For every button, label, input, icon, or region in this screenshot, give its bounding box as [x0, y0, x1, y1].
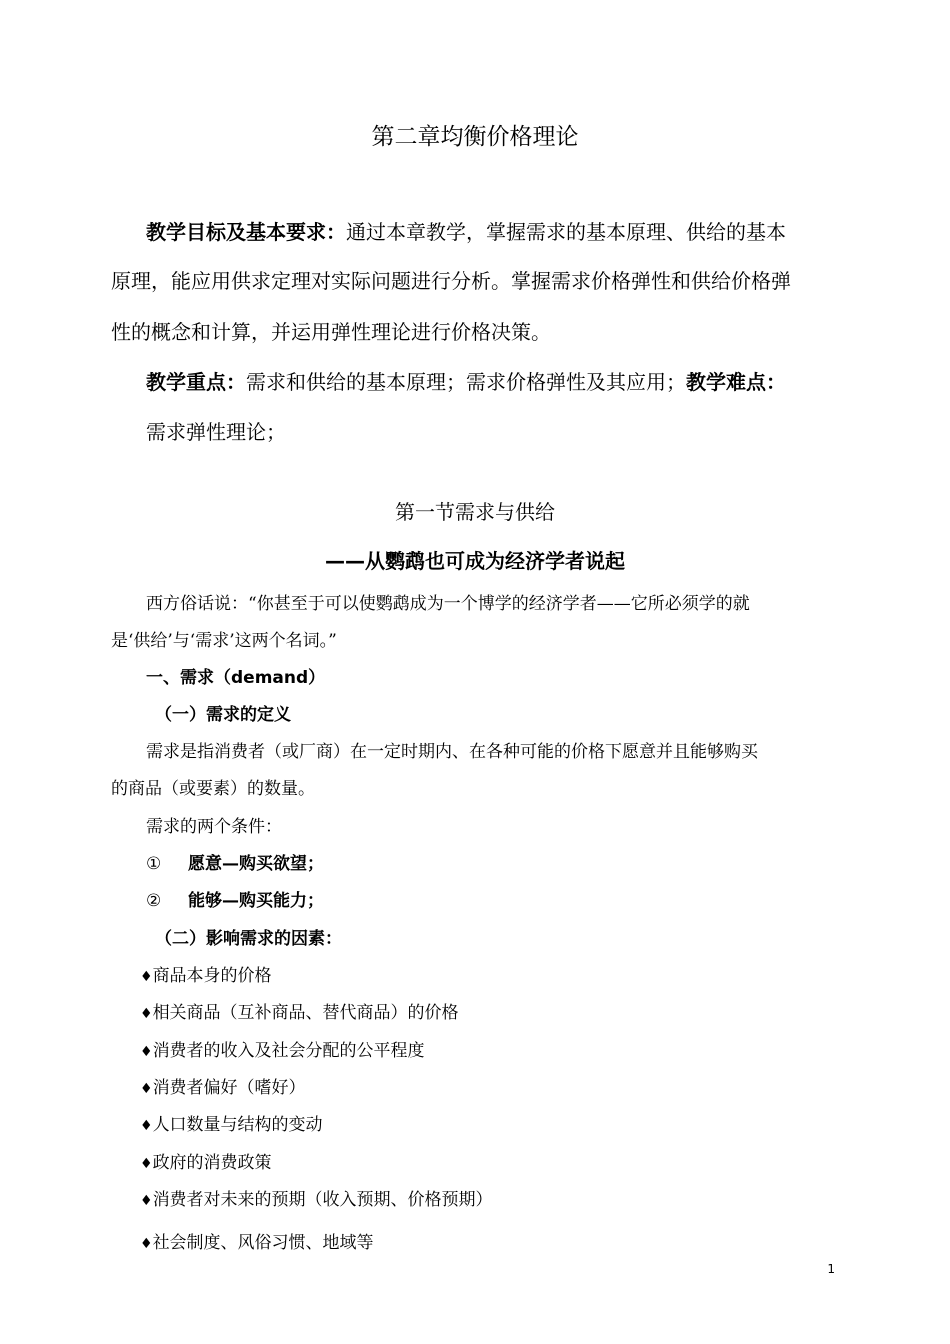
factor-item [140, 1073, 306, 1098]
diamond-bullet-icon: ♦ [140, 1006, 153, 1022]
factor-text: 消费者对未来的预期（收入预期、价格预期） [152, 1190, 493, 1210]
factor-item [140, 998, 459, 1023]
focus-text: 需求和供给的基本原理；需求价格弹性及其应用； [246, 370, 686, 394]
subheading-definition: （一）需求的定义 [155, 705, 291, 725]
factor-text: 商品本身的价格 [152, 966, 272, 986]
conditions-intro: 需求的两个条件： [146, 817, 282, 837]
factor-item [140, 1228, 374, 1253]
section-title: 第一节需求与供给 [395, 500, 555, 524]
proverb-line-1: 西方俗话说：“你甚至于可以使鹦鹉成为一个博学的经济学者——它所必须学的就 [146, 594, 750, 614]
factor-item [140, 1148, 272, 1173]
diamond-bullet-icon: ♦ [140, 969, 153, 985]
subheading-factors: （二）影响需求的因素： [155, 929, 342, 949]
condition-text: 能够—购买能力； [188, 891, 324, 911]
objectives-line-1 [146, 216, 786, 245]
factor-text: 消费者偏好（嗜好） [152, 1078, 306, 1098]
objectives-text-1: 通过本章教学，掌握需求的基本原理、供给的基本 [346, 220, 786, 244]
objectives-label: 教学目标及基本要求： [146, 220, 346, 244]
diamond-bullet-icon: ♦ [140, 1193, 153, 1209]
section-subtitle: ——从鹦鹉也可成为经济学者说起 [325, 549, 625, 573]
heading-demand: 一、需求（demand） [146, 668, 326, 688]
factor-text: 消费者的收入及社会分配的公平程度 [152, 1041, 425, 1061]
factor-item [140, 1185, 493, 1210]
focus-line [146, 366, 786, 395]
objectives-line-3: 性的概念和计算，并运用弹性理论进行价格决策。 [111, 320, 551, 344]
circled-number: ① [146, 854, 162, 874]
circled-number: ② [146, 891, 162, 911]
diamond-bullet-icon: ♦ [140, 1044, 153, 1060]
factor-text: 人口数量与结构的变动 [152, 1115, 323, 1135]
difficulty-label: 教学难点： [686, 370, 786, 394]
definition-line-1: 需求是指消费者（或厂商）在一定时期内、在各种可能的价格下愿意并且能够购买 [146, 742, 758, 762]
condition-item [146, 849, 324, 874]
factor-text: 相关商品（互补商品、替代商品）的价格 [152, 1003, 459, 1023]
diamond-bullet-icon: ♦ [140, 1081, 153, 1097]
factor-item [140, 1036, 425, 1061]
chapter-title: 第二章均衡价格理论 [371, 124, 579, 150]
focus-label: 教学重点： [146, 370, 246, 394]
objectives-line-2: 原理，能应用供求定理对实际问题进行分析。掌握需求价格弹性和供给价格弹 [111, 269, 791, 293]
factor-text: 社会制度、风俗习惯、地域等 [152, 1233, 374, 1253]
factor-item [140, 1110, 323, 1135]
difficulty-text: 需求弹性理论； [146, 420, 286, 444]
diamond-bullet-icon: ♦ [140, 1118, 153, 1134]
diamond-bullet-icon: ♦ [140, 1236, 153, 1252]
condition-item [146, 886, 324, 911]
definition-line-2: 的商品（或要素）的数量。 [111, 779, 315, 799]
proverb-line-2: 是‘供给’与‘需求’这两个名词。” [111, 631, 337, 651]
factor-item [140, 961, 272, 986]
factor-text: 政府的消费政策 [152, 1153, 272, 1173]
condition-text: 愿意—购买欲望； [188, 854, 324, 874]
diamond-bullet-icon: ♦ [140, 1156, 153, 1172]
page-number: 1 [827, 1262, 835, 1276]
